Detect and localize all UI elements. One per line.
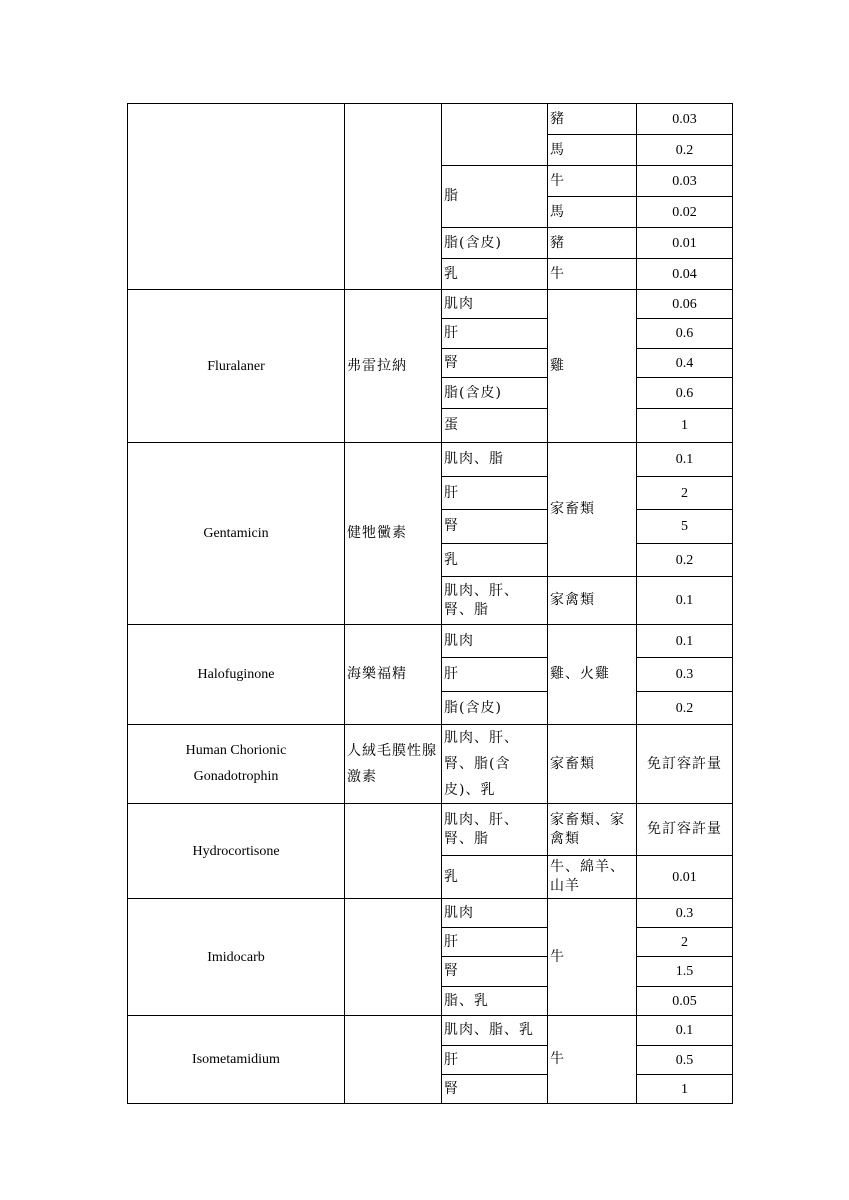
value-cell: 0.01	[637, 228, 733, 259]
value-cell: 2	[637, 928, 733, 957]
table-row	[128, 290, 733, 319]
species-cell: 牛	[548, 166, 637, 197]
drug-cn-cell	[345, 104, 442, 290]
species-cell: 豬	[548, 104, 637, 135]
value-cell: 0.1	[637, 577, 733, 625]
species-cell: 牛、綿羊、山羊	[548, 856, 637, 899]
tissue-cell: 肌肉、肝、腎、脂	[442, 577, 548, 625]
tissue-cell: 肝	[442, 477, 548, 510]
tissue-cell: 肌肉	[442, 899, 548, 928]
drug-name-cell: Halofuginone	[128, 625, 345, 725]
drug-cn-cell: 弗雷拉納	[345, 290, 442, 443]
drug-name-cell: Isometamidium	[128, 1016, 345, 1104]
value-cell: 免訂容許量	[637, 804, 733, 856]
drug-cn-cell: 人絨毛膜性腺激素	[345, 725, 442, 804]
tissue-cell: 肌肉、肝、腎、脂	[442, 804, 548, 856]
value-cell: 0.5	[637, 1046, 733, 1075]
tissue-cell: 乳	[442, 259, 548, 290]
tissue-cell: 肌肉、肝、腎、脂(含皮)、乳	[442, 725, 548, 804]
tissue-cell: 肝	[442, 319, 548, 349]
tissue-cell: 脂(含皮)	[442, 228, 548, 259]
drug-cn-cell	[345, 899, 442, 1016]
value-cell: 1	[637, 409, 733, 443]
value-cell: 0.1	[637, 1016, 733, 1046]
value-cell: 5	[637, 510, 733, 544]
value-cell: 0.06	[637, 290, 733, 319]
value-cell: 0.2	[637, 692, 733, 725]
value-cell: 0.4	[637, 349, 733, 378]
tissue-cell: 肌肉	[442, 625, 548, 658]
drug-name-cell: Fluralaner	[128, 290, 345, 443]
species-cell: 豬	[548, 228, 637, 259]
tissue-cell: 脂(含皮)	[442, 378, 548, 409]
drug-name-line: Human Chorionic	[185, 743, 287, 758]
value-cell: 0.02	[637, 197, 733, 228]
table-row	[128, 725, 733, 804]
tissue-cell: 脂	[442, 166, 548, 228]
value-cell: 0.01	[637, 856, 733, 899]
drug-cn-cell	[345, 804, 442, 899]
species-cell: 雞	[548, 290, 637, 443]
table-row	[128, 1016, 733, 1046]
table-row	[128, 804, 733, 856]
tissue-cell: 肝	[442, 1046, 548, 1075]
tissue-cell	[442, 104, 548, 166]
tissue-cell: 脂(含皮)	[442, 692, 548, 725]
species-cell: 牛	[548, 259, 637, 290]
value-cell: 0.03	[637, 104, 733, 135]
value-cell: 0.1	[637, 443, 733, 477]
table-row	[128, 625, 733, 658]
species-cell: 家禽類	[548, 577, 637, 625]
species-cell: 牛	[548, 899, 637, 1016]
value-cell: 1.5	[637, 957, 733, 987]
drug-name-cell: Imidocarb	[128, 899, 345, 1016]
species-cell: 家畜類、家禽類	[548, 804, 637, 856]
value-cell: 0.2	[637, 544, 733, 577]
drug-name-cell: Hydrocortisone	[128, 804, 345, 899]
value-cell: 0.6	[637, 378, 733, 409]
tissue-cell: 肝	[442, 658, 548, 692]
tissue-cell: 乳	[442, 544, 548, 577]
drug-cn-cell: 健牠黴素	[345, 443, 442, 625]
value-cell: 0.3	[637, 899, 733, 928]
tissue-cell: 腎	[442, 510, 548, 544]
species-cell: 雞、火雞	[548, 625, 637, 725]
drug-cn-cell	[345, 1016, 442, 1104]
value-cell: 0.03	[637, 166, 733, 197]
tissue-cell: 肝	[442, 928, 548, 957]
drug-name-cell: Gentamicin	[128, 443, 345, 625]
drug-cn-cell: 海樂福精	[345, 625, 442, 725]
value-cell: 0.04	[637, 259, 733, 290]
species-cell: 馬	[548, 135, 637, 166]
table-row	[128, 104, 733, 135]
tissue-cell: 脂、乳	[442, 987, 548, 1016]
tissue-cell: 肌肉、脂	[442, 443, 548, 477]
drug-name-cell	[128, 104, 345, 290]
value-cell: 2	[637, 477, 733, 510]
value-cell: 0.1	[637, 625, 733, 658]
tissue-cell: 蛋	[442, 409, 548, 443]
tissue-cell: 腎	[442, 1075, 548, 1104]
tissue-cell: 肌肉	[442, 290, 548, 319]
residue-limit-table	[127, 103, 733, 1104]
species-cell: 家畜類	[548, 725, 637, 804]
table-row	[128, 899, 733, 928]
tissue-cell: 腎	[442, 957, 548, 987]
value-cell: 0.3	[637, 658, 733, 692]
value-cell: 0.05	[637, 987, 733, 1016]
tissue-cell: 乳	[442, 856, 548, 899]
species-cell: 家畜類	[548, 443, 637, 577]
species-cell: 馬	[548, 197, 637, 228]
value-cell: 免訂容許量	[637, 725, 733, 804]
tissue-cell: 腎	[442, 349, 548, 378]
value-cell: 0.2	[637, 135, 733, 166]
species-cell: 牛	[548, 1016, 637, 1104]
tissue-cell: 肌肉、脂、乳	[442, 1016, 548, 1046]
table-row	[128, 443, 733, 477]
drug-name-cell	[128, 725, 345, 804]
value-cell: 0.6	[637, 319, 733, 349]
drug-name-line: Gonadotrophin	[193, 769, 279, 784]
value-cell: 1	[637, 1075, 733, 1104]
